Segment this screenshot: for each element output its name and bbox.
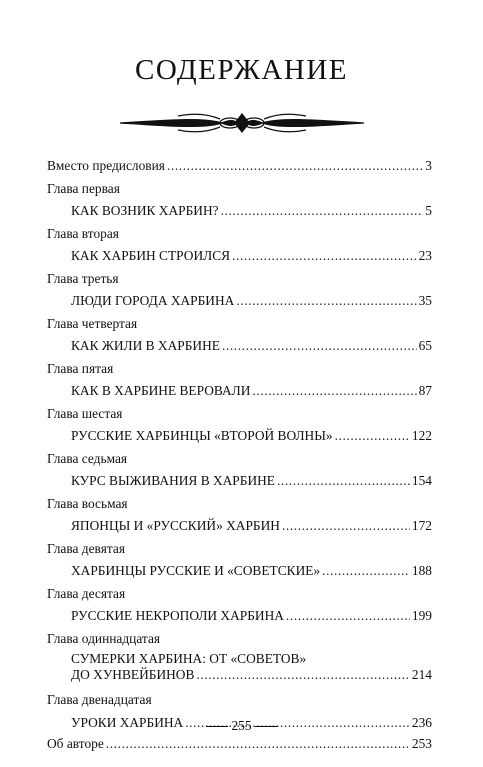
dot-leader xyxy=(286,606,410,626)
dot-leader xyxy=(106,734,410,754)
dot-leader xyxy=(252,381,416,401)
dot-leader xyxy=(221,201,424,221)
toc-entry-title: КУРС ВЫЖИВАНИЯ В ХАРБИНЕ xyxy=(71,473,275,488)
toc-entry-about-author[interactable] xyxy=(47,734,432,754)
toc-entry-foreword[interactable] xyxy=(47,156,432,176)
toc-entry-chapter-9[interactable] xyxy=(71,561,432,581)
toc-entry-title: КАК ХАРБИН СТРОИЛСЯ xyxy=(71,248,231,263)
toc-entry-chapter-3[interactable] xyxy=(71,291,432,311)
toc-entry-page: 188 xyxy=(411,563,432,578)
ornament-divider xyxy=(118,108,366,138)
toc-entry-title: Вместо предисловия xyxy=(47,158,165,173)
toc-entry-page: 199 xyxy=(411,608,432,623)
chapter-label: Глава двенадцатая xyxy=(47,692,152,707)
toc-entry-page: 3 xyxy=(425,158,432,173)
dot-leader xyxy=(167,156,423,176)
toc-entry-page: 253 xyxy=(411,736,432,751)
toc-entry-chapter-10[interactable] xyxy=(71,606,432,626)
chapter-label: Глава десятая xyxy=(47,585,126,601)
toc-entry-title: Об авторе xyxy=(47,736,104,751)
toc-entry-title-line[interactable]: СУМЕРКИ ХАРБИНА: ОТ «СОВЕТОВ» xyxy=(71,651,307,666)
toc-entry-page: 35 xyxy=(418,293,432,308)
toc-entry-title: ЛЮДИ ГОРОДА ХАРБИНА xyxy=(71,293,235,308)
toc-entry-chapter-7[interactable] xyxy=(71,471,432,491)
chapter-label: Глава четвертая xyxy=(47,315,138,331)
page-number: 255 xyxy=(231,718,252,733)
chapter-label: Глава седьмая xyxy=(47,450,128,466)
dot-leader xyxy=(335,426,410,446)
chapter-label: Глава девятая xyxy=(47,540,125,556)
toc-entry-page: 87 xyxy=(418,383,432,398)
footer-rule-left xyxy=(206,726,228,727)
toc-entry-page: 214 xyxy=(411,667,432,682)
toc-entry-chapter-1[interactable] xyxy=(71,201,432,221)
toc-entry-chapter-6[interactable] xyxy=(71,426,432,446)
dot-leader xyxy=(277,471,410,491)
toc-entry-title: КАК ВОЗНИК ХАРБИН? xyxy=(71,203,219,218)
toc-entry-title: КАК В ХАРБИНЕ ВЕРОВАЛИ xyxy=(71,383,251,398)
chapter-label: Глава восьмая xyxy=(47,495,128,511)
toc-entry-page: 65 xyxy=(418,338,432,353)
dot-leader xyxy=(322,561,410,581)
chapter-label: Глава одиннадцатая xyxy=(47,630,161,646)
toc-entry-title: ЯПОНЦЫ И «РУССКИЙ» ХАРБИН xyxy=(71,518,280,533)
chapter-label: Глава третья xyxy=(47,270,119,286)
chapter-label: Глава первая xyxy=(47,180,120,196)
footer-rule-right xyxy=(255,726,277,727)
dot-leader xyxy=(196,666,410,684)
toc-entry-chapter-2[interactable] xyxy=(71,246,432,266)
dot-leader xyxy=(232,246,417,266)
toc-entry-page: 23 xyxy=(418,248,432,263)
toc-entry-title: РУССКИЕ ХАРБИНЦЫ «ВТОРОЙ ВОЛНЫ» xyxy=(71,428,333,443)
toc-entry-chapter-8[interactable] xyxy=(71,516,432,536)
toc-entry-page: 154 xyxy=(411,473,432,488)
chapter-label: Глава вторая xyxy=(47,225,119,241)
toc-entry-chapter-4[interactable] xyxy=(71,336,432,356)
toc-entry-title: УРОКИ ХАРБИНА xyxy=(71,714,184,730)
toc-entry-title: КАК ЖИЛИ В ХАРБИНЕ xyxy=(71,338,220,353)
dot-leader xyxy=(236,291,416,311)
toc-entry-page: 5 xyxy=(425,203,432,218)
toc-entry-page: 172 xyxy=(411,518,432,533)
page-number-footer xyxy=(0,716,483,736)
toc-entry-chapter-5[interactable] xyxy=(71,381,432,401)
dot-leader xyxy=(222,336,417,356)
chapter-label: Глава пятая xyxy=(47,360,114,376)
toc-entry-page: 122 xyxy=(411,428,432,443)
toc-entry-title: ДО ХУНВЕЙБИНОВ xyxy=(71,667,195,682)
toc-entry-title: РУССКИЕ НЕКРОПОЛИ ХАРБИНА xyxy=(71,608,284,623)
toc-entry-chapter-11[interactable] xyxy=(71,666,432,684)
page-title: СОДЕРЖАНИЕ xyxy=(135,54,348,86)
toc-entry-page: 236 xyxy=(411,714,432,730)
chapter-label: Глава шестая xyxy=(47,405,123,421)
toc-entry-title: ХАРБИНЦЫ РУССКИЕ И «СОВЕТСКИЕ» xyxy=(71,563,321,578)
dot-leader xyxy=(282,516,410,536)
